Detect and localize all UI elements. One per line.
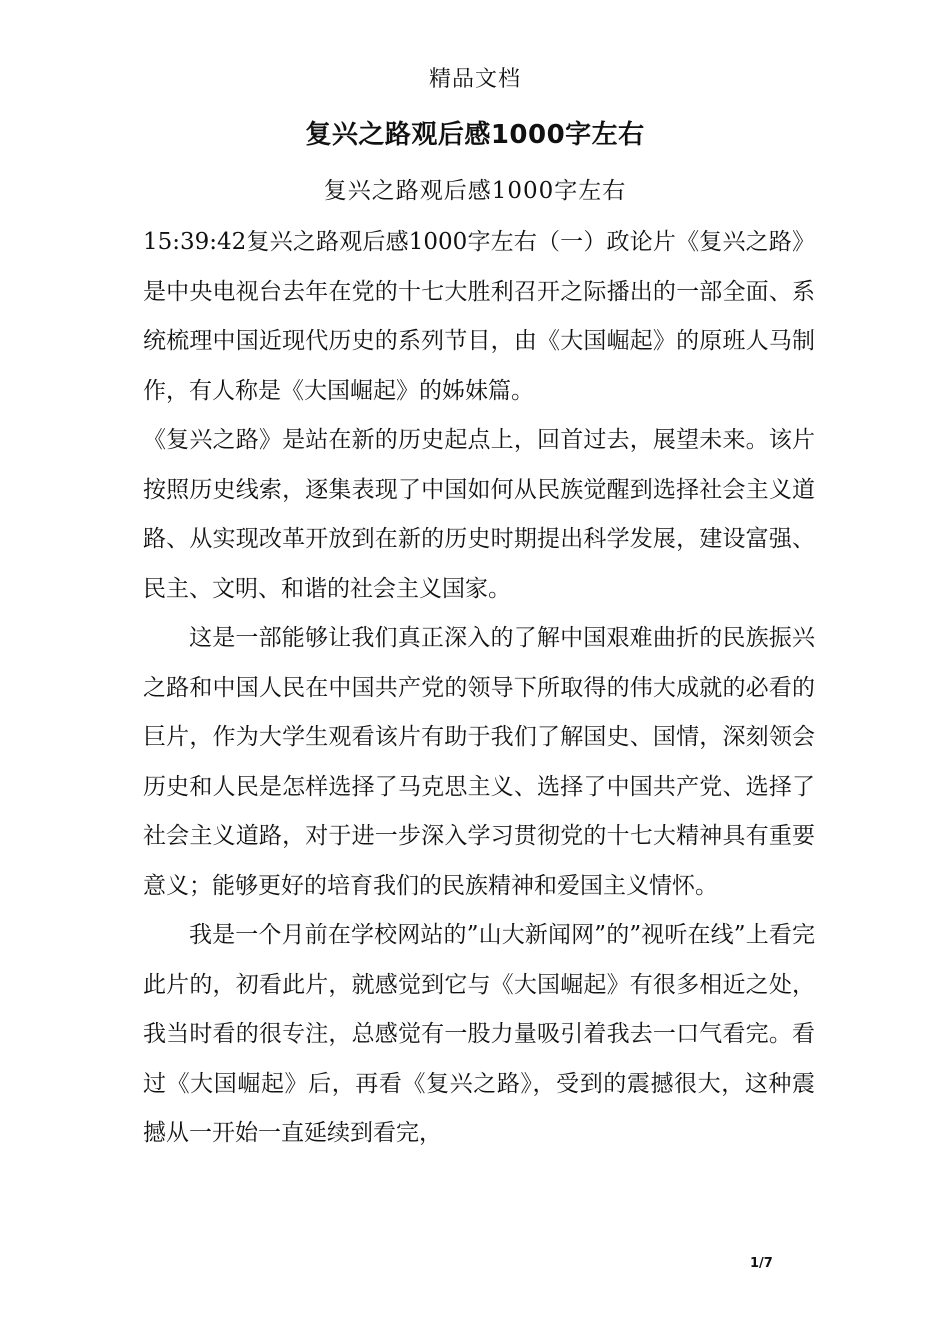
document-body: [143, 218, 815, 1159]
paragraph-intro: 15:39:42复兴之路观后感1000字左右（一）政论片《复兴之路》是中央电视台去年在党的十七大胜利召开之际播出的一部全面、系统梳理中国近现代历史的系列节目，由《大国崛起》的原班人马制作，有人称是《大国崛起》的姊妹篇。: [143, 229, 815, 404]
page-header: 精品文档: [428, 67, 521, 92]
document-subtitle: 复兴之路观后感1000字左右: [323, 178, 627, 204]
paragraph-significance: 这是一部能够让我们真正深入的了解中国艰难曲折的民族振兴之路和中国人民在中国共产党的领导下所取得的伟大成就的必看的巨片，作为大学生观看该片有助于我们了解国史、国情，深刻领会历史和人民是怎样选择了马克思主义、选择了中国共产党、选择了社会主义道路，对于进一步深入学习贯彻党的十七大精神具有重要意义；能够更好的培育我们的民族精神和爱国主义情怀。: [143, 625, 815, 899]
page-number: 1/7: [750, 1256, 773, 1271]
paragraph-experience: 我是一个月前在学校网站的”山大新闻网”的”视听在线”上看完此片的，初看此片，就感觉到它与《大国崛起》有很多相近之处，我当时看的很专注，总感觉有一股力量吸引着我去一口气看完。看过《大国崛起》后，再看《复兴之路》，受到的震撼很大，这种震撼从一开始一直延续到看完，: [143, 922, 815, 1146]
paragraph-overview: 《复兴之路》是站在新的历史起点上，回首过去，展望未来。该片按照历史线索，逐集表现了中国如何从民族觉醒到选择社会主义道路、从实现改革开放到在新的历史时期提出科学发展，建设富强、民主、文明、和谐的社会主义国家。: [143, 427, 815, 602]
document-title: 复兴之路观后感1000字左右: [305, 120, 645, 150]
